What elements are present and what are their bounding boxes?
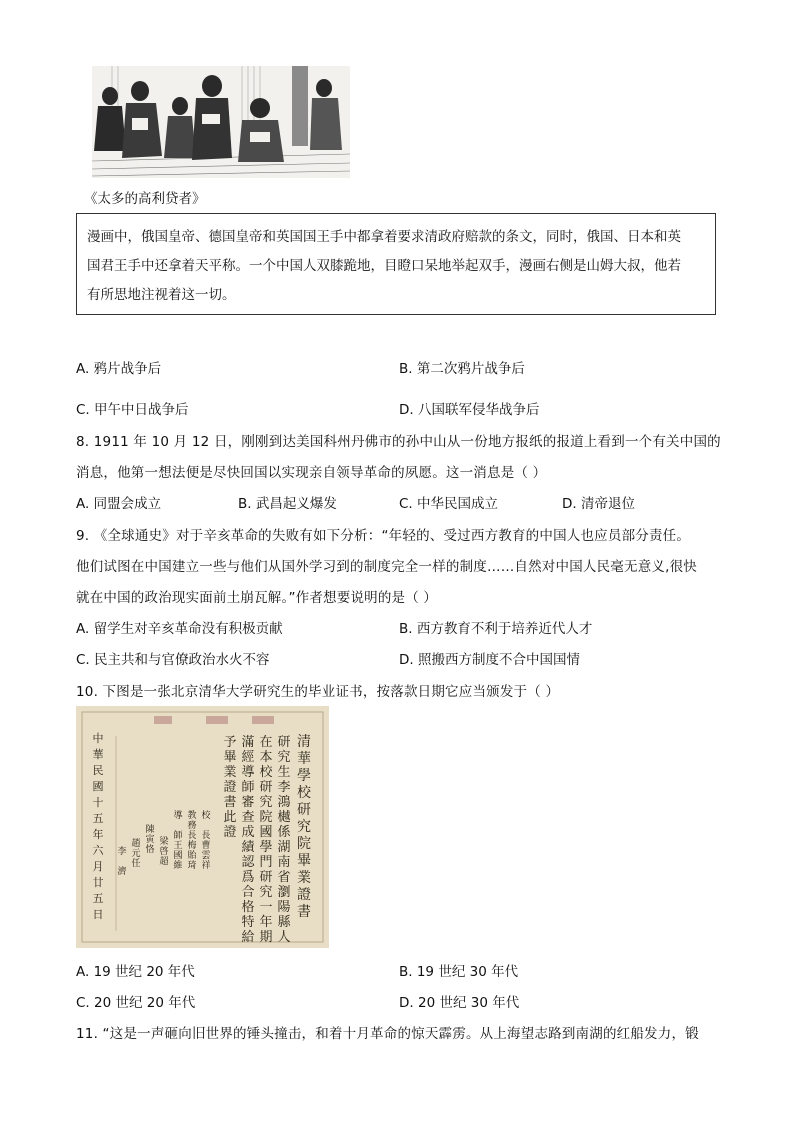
svg-text:查: 查: [241, 810, 255, 825]
svg-text:究: 究: [259, 795, 273, 810]
svg-text:研: 研: [259, 870, 273, 885]
svg-text:院: 院: [297, 836, 311, 852]
svg-text:南: 南: [277, 855, 291, 870]
svg-text:國: 國: [173, 851, 183, 861]
certificate-body-column: [259, 735, 273, 945]
svg-text:中: 中: [92, 732, 104, 745]
svg-text:師: 師: [173, 831, 183, 841]
svg-text:研: 研: [297, 802, 311, 818]
q7-option-a: A. 鸦片战争后: [76, 361, 162, 377]
svg-text:華: 華: [92, 748, 104, 761]
svg-text:國: 國: [92, 780, 104, 793]
certificate-official-column: [159, 835, 169, 867]
svg-text:給: 給: [241, 930, 255, 945]
svg-text:樾: 樾: [277, 810, 291, 825]
cartoon-caption: 《太多的高利贷者》: [84, 191, 206, 207]
svg-text:究: 究: [259, 885, 273, 900]
svg-text:師: 師: [241, 780, 255, 795]
svg-text:教: 教: [187, 811, 197, 821]
svg-text:貽: 貽: [187, 851, 197, 861]
svg-text:湖: 湖: [277, 840, 291, 855]
svg-text:此: 此: [223, 810, 237, 825]
svg-text:鴻: 鴻: [277, 795, 291, 810]
svg-text:人: 人: [277, 930, 291, 945]
svg-text:研: 研: [259, 780, 273, 795]
certificate-title-column: [297, 734, 312, 920]
svg-text:書: 書: [297, 904, 311, 920]
svg-text:係: 係: [277, 825, 291, 840]
quote-line: 有所思地注视着这一切。: [87, 287, 236, 303]
svg-text:院: 院: [259, 810, 273, 825]
certificate-official-column: [117, 845, 126, 877]
svg-text:務: 務: [187, 821, 197, 831]
certificate-body-column: [223, 735, 236, 840]
svg-text:梁: 梁: [159, 837, 169, 847]
svg-text:維: 維: [173, 861, 183, 871]
svg-text:格: 格: [241, 900, 255, 915]
svg-text:王: 王: [173, 841, 183, 851]
svg-text:日: 日: [92, 908, 104, 921]
q7-option-d: D. 八国联军侵华战争后: [399, 402, 540, 418]
svg-text:寅: 寅: [145, 835, 155, 845]
svg-text:畢: 畢: [297, 853, 311, 869]
q9-option-a: A. 留学生对辛亥革命没有积极贡献: [76, 621, 283, 637]
svg-text:陳: 陳: [145, 825, 155, 835]
svg-text:業: 業: [297, 870, 311, 886]
q7-option-c: C. 甲午中日战争后: [76, 402, 189, 418]
svg-text:月: 月: [92, 860, 104, 873]
quote-box: [76, 213, 716, 315]
q9-stem-line: 他们试图在中国建立一些与他们从国外学习到的制度完全一样的制度……自然对中国人民毫无意义,很快: [76, 559, 697, 575]
svg-text:任: 任: [131, 859, 141, 869]
svg-text:績: 績: [241, 840, 255, 855]
q7-option-b: B. 第二次鸦片战争后: [399, 361, 525, 377]
svg-text:李: 李: [117, 847, 127, 857]
svg-text:元: 元: [131, 849, 141, 859]
svg-text:書: 書: [223, 795, 237, 810]
svg-text:民: 民: [92, 764, 104, 777]
svg-text:審: 審: [241, 795, 255, 810]
q10-option-a: A. 19 世纪 20 年代: [76, 964, 195, 980]
q8-option-b: B. 武昌起义爆发: [238, 496, 337, 512]
svg-text:畢: 畢: [223, 750, 237, 765]
q9-stem-line: 就在中国的政治现实面前土崩瓦解。”作者想要说明的是（ ）: [76, 590, 438, 606]
svg-text:曹: 曹: [201, 841, 211, 851]
svg-text:爲: 爲: [241, 870, 255, 885]
svg-text:校: 校: [201, 811, 211, 821]
svg-text:梅: 梅: [187, 841, 197, 851]
svg-text:縣: 縣: [277, 915, 291, 930]
certificate-image: [76, 706, 329, 948]
cartoon-image: [92, 66, 350, 178]
svg-text:超: 超: [159, 857, 169, 867]
quote-line: 漫画中，俄国皇帝、德国皇帝和英国国王手中都拿着要求清政府赔款的条文，同时，俄国、日本和英: [87, 229, 681, 245]
svg-text:一: 一: [259, 900, 273, 915]
svg-text:琦: 琦: [187, 861, 197, 871]
svg-text:研: 研: [277, 735, 291, 750]
svg-text:特: 特: [241, 915, 255, 930]
svg-text:經: 經: [241, 750, 255, 765]
certificate-official-column: [187, 809, 197, 871]
svg-text:業: 業: [223, 765, 237, 780]
svg-text:祥: 祥: [201, 861, 211, 871]
svg-text:學: 學: [297, 768, 311, 784]
svg-text:究: 究: [277, 750, 291, 765]
quote-line: 国君王手中还拿着天平称。一个中国人双膝跪地，目瞪口呆地举起双手，漫画右侧是山姆大叔，他若: [87, 258, 681, 274]
q10-option-b: B. 19 世纪 30 年代: [399, 964, 519, 980]
certificate-official-column: [131, 837, 140, 869]
svg-text:國: 國: [259, 825, 273, 840]
certificate-official-column: [145, 823, 155, 855]
svg-text:長: 長: [187, 831, 197, 841]
svg-text:校: 校: [259, 765, 273, 780]
svg-text:啓: 啓: [159, 847, 169, 857]
q8-stem-line: 消息，他第一想法便是尽快回国以实现亲自领导革命的夙愿。这一消息是（ ）: [76, 465, 547, 481]
svg-text:滿: 滿: [241, 735, 255, 750]
svg-text:長: 長: [201, 831, 211, 841]
svg-text:瀏: 瀏: [277, 885, 291, 900]
svg-text:濟: 濟: [117, 867, 127, 877]
svg-text:華: 華: [297, 751, 311, 767]
q8-option-a: A. 同盟会成立: [76, 496, 162, 512]
svg-text:門: 門: [259, 855, 273, 870]
certificate-body-column: [277, 735, 291, 945]
svg-text:本: 本: [259, 750, 273, 765]
svg-text:六: 六: [92, 844, 104, 857]
svg-text:雲: 雲: [201, 851, 211, 861]
q9-option-c: C. 民主共和与官僚政治水火不容: [76, 652, 270, 668]
svg-text:學: 學: [259, 840, 273, 855]
q8-stem-line: 8. 1911 年 10 月 12 日，刚刚到达美国科州丹佛市的孙中山从一份地方报纸的报道上看到一个有关中国的: [76, 434, 721, 450]
svg-text:五: 五: [92, 892, 104, 905]
q8-option-c: C. 中华民国成立: [399, 496, 499, 512]
svg-text:究: 究: [297, 819, 311, 835]
svg-text:認: 認: [241, 855, 255, 870]
svg-text:校: 校: [297, 785, 311, 801]
certificate-official-column: [173, 809, 182, 871]
q8-option-d: D. 清帝退位: [562, 496, 635, 512]
svg-text:省: 省: [277, 870, 291, 885]
svg-text:成: 成: [241, 825, 255, 840]
q9-option-d: D. 照搬西方制度不合中国国情: [399, 652, 580, 668]
svg-text:導: 導: [173, 811, 183, 821]
svg-text:恪: 恪: [145, 845, 155, 855]
svg-text:導: 導: [241, 765, 255, 780]
svg-text:予: 予: [223, 735, 237, 750]
svg-text:年: 年: [92, 828, 104, 841]
svg-text:十: 十: [92, 796, 104, 809]
svg-text:在: 在: [259, 735, 273, 750]
certificate-official-column: [201, 809, 211, 871]
q9-stem-line: 9. 《全球通史》对于辛亥革命的失败有如下分析：“年轻的、受过西方教育的中国人也应员部分责任。: [76, 528, 691, 544]
svg-text:李: 李: [277, 780, 291, 795]
svg-text:趙: 趙: [131, 839, 141, 849]
q11-stem-line: 11. “这是一声砸向旧世界的锤头撞击，和着十月革命的惊天霹雳。从上海望志路到南湖的红船发力，锻: [76, 1026, 699, 1042]
svg-text:合: 合: [241, 885, 255, 900]
q10-option-c: C. 20 世纪 20 年代: [76, 995, 196, 1011]
svg-text:廿: 廿: [92, 876, 104, 889]
svg-text:生: 生: [277, 765, 291, 780]
svg-text:陽: 陽: [277, 900, 291, 915]
q10-option-d: D. 20 世纪 30 年代: [399, 995, 520, 1011]
svg-text:證: 證: [223, 780, 237, 795]
svg-text:年: 年: [259, 915, 273, 930]
svg-text:證: 證: [223, 825, 237, 840]
q10-stem: 10. 下图是一张北京清华大学研究生的毕业证书，按落款日期它应当颁发于（ ）: [76, 684, 560, 700]
svg-text:期: 期: [259, 930, 273, 945]
svg-text:清: 清: [297, 734, 311, 750]
q9-option-b: B. 西方教育不利于培养近代人才: [399, 621, 593, 637]
svg-text:五: 五: [92, 812, 104, 825]
svg-text:證: 證: [297, 887, 311, 903]
certificate-body-column: [241, 734, 255, 945]
